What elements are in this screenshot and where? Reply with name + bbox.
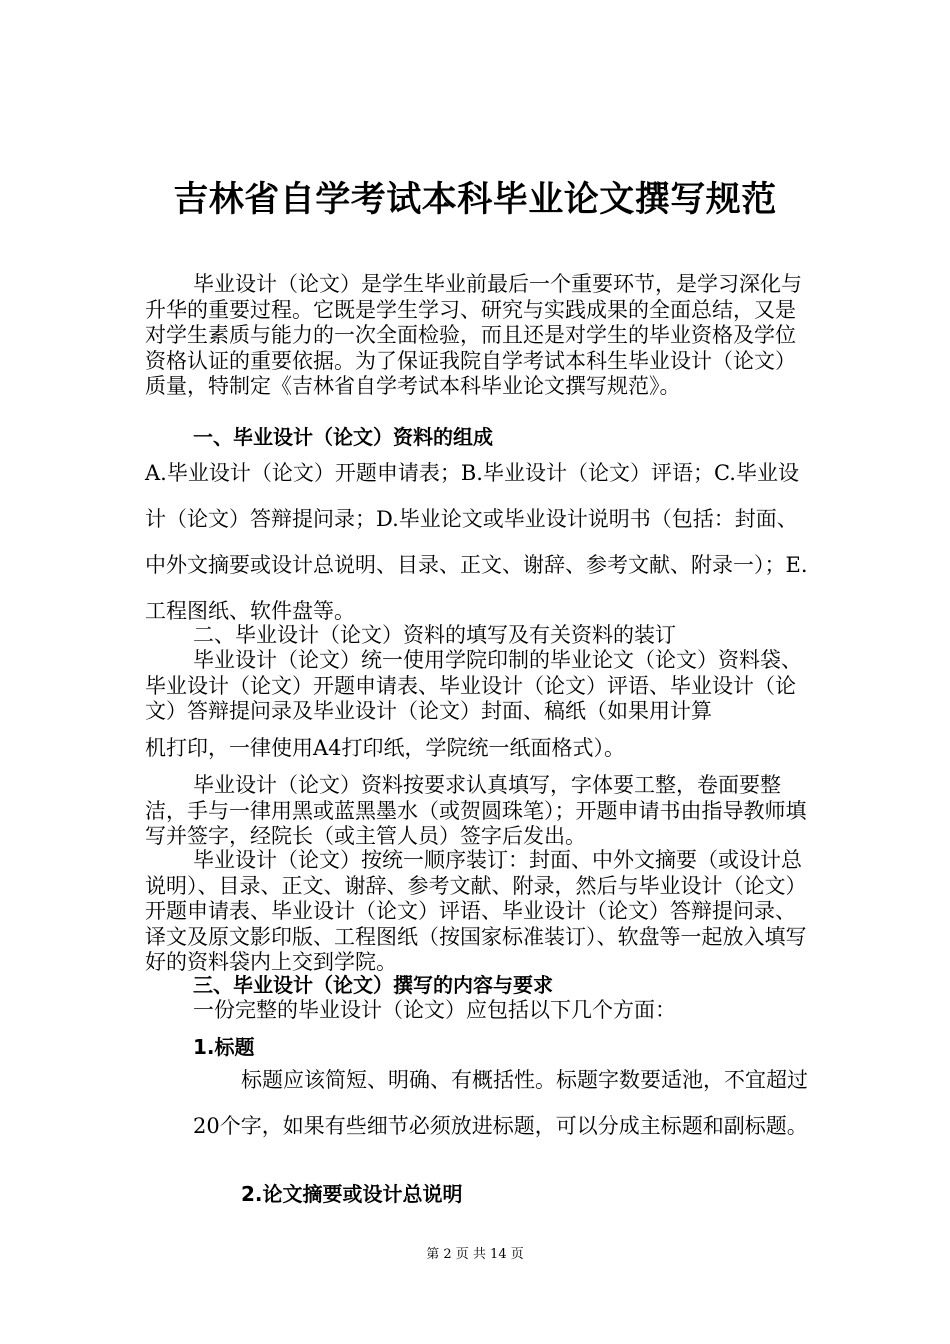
item-1-heading: 1.标题: [193, 1035, 255, 1059]
section-2-paragraph-1: 毕业设计（论文）统一使用学院印制的毕业论文（论文）资料袋、毕业设计（论文）开题申请表、毕业设计（论文）评语、毕业设计（论文）答辩提问录及毕业设计（论文）封面、稿纸（如果用计算: [145, 648, 802, 723]
section-2-paragraph-2: 毕业设计（论文）资料按要求认真填写，字体要工整，卷面要整洁，手与一律用黑或蓝黑墨水（或贺圆珠笔）；开题申请书由指导教师填写并签字，经院长（或主管人员）签字后发出。: [145, 773, 807, 848]
page-footer: 第 2 页 共 14 页: [426, 1247, 524, 1262]
item-1-body: 标题应该简短、明确、有概括性。标题字数要适池，不宜超过20个字，如果有些细节必须放进标题，可以分成主标题和副标题。: [193, 1068, 808, 1138]
document-title: 吉林省自学考试本科毕业论文撰写规范: [173, 180, 777, 220]
section-2-paragraph-1-cont: 机打印，一律使用A4打印纸，学院统一纸面格式）。: [145, 736, 626, 760]
section-2-heading: 二、毕业设计（论文）资料的填写及有关资料的装订: [193, 623, 676, 647]
section-2-paragraph-3: 毕业设计（论文）按统一顺序装订：封面、中外文摘要（或设计总说明）、目录、正文、谢辞、参考文献、附录，然后与毕业设计（论文）开题申请表、毕业设计（论文）评语、毕业设计（论文）答辩提问录、译文及原文影印版、工程图纸（按国家标准装订）、软盘等一起放入填写好的资料袋内上交到学院。: [145, 848, 807, 974]
section-3-heading: 三、毕业设计（论文）撰写的内容与要求: [193, 973, 553, 997]
intro-paragraph: 毕业设计（论文）是学生毕业前最后一个重要环节，是学习深化与升华的重要过程。它既是学生学习、研究与实践成果的全面总结，又是对学生素质与能力的一次全面检验，而且还是对学生的毕业资格及学位资格认证的重要依据。为了保证我院自学考试本科生毕业设计（论文）质量，特制定《吉林省自学考试本科毕业论文撰写规范》。: [145, 272, 802, 398]
section-1-body: A.毕业设计（论文）开题申请表；B.毕业设计（论文）评语；C.毕业设计（论文）答辩提问录；D.毕业论文或毕业设计说明书（包括：封面、中外文摘要或设计总说明、目录、正文、谢辞、参考文献、附录一）；E.工程图纸、软件盘等。: [145, 461, 808, 623]
section-3-lead: 一份完整的毕业设计（论文）应包括以下几个方面：: [193, 998, 676, 1022]
item-2-heading: 2.论文摘要或设计总说明: [241, 1182, 463, 1206]
section-1-heading: 一、毕业设计（论文）资料的组成: [193, 425, 493, 449]
